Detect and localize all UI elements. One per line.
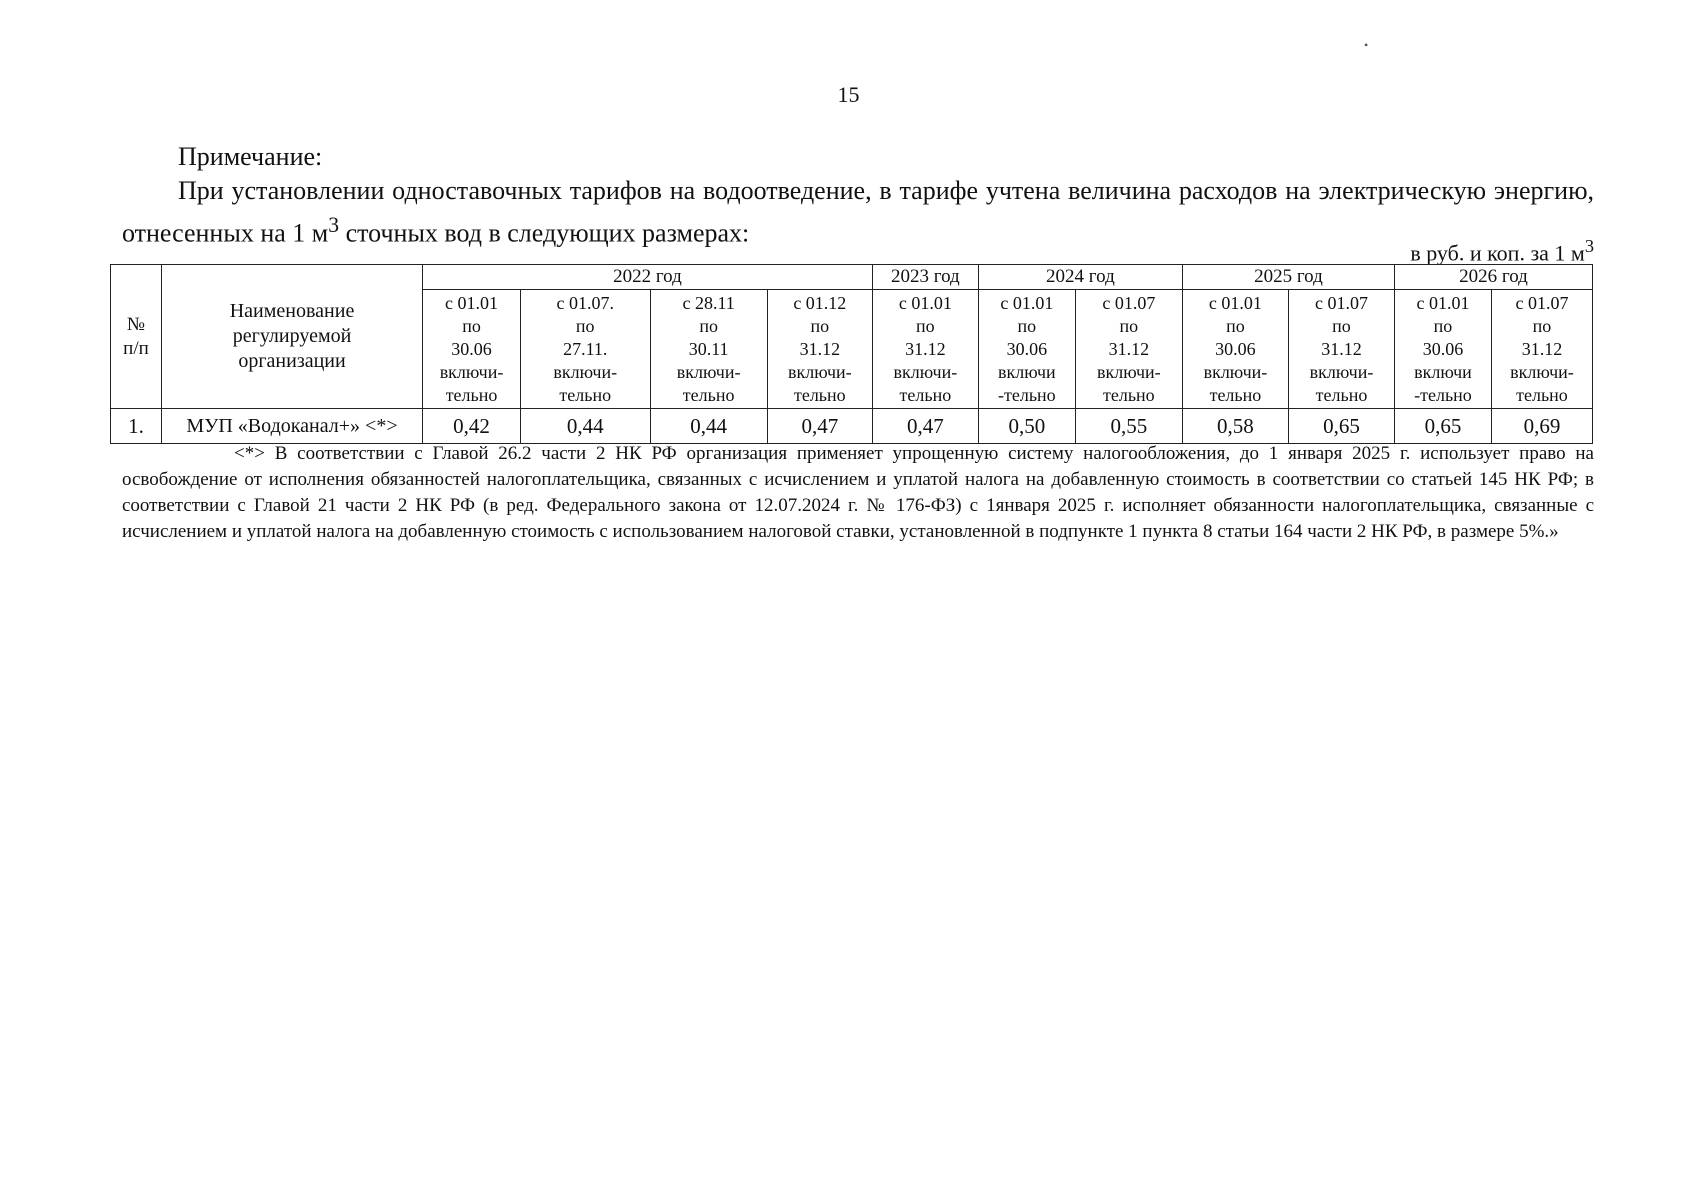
period-line: тельно bbox=[899, 384, 952, 405]
period-line: включи bbox=[998, 361, 1056, 382]
period-line: с 01.01 bbox=[898, 292, 952, 313]
period-line: 31.12 bbox=[1108, 338, 1150, 359]
header-name-line: Наименование bbox=[229, 300, 355, 322]
period-line: 30.06 bbox=[1215, 338, 1256, 359]
year-header-row bbox=[111, 265, 1593, 290]
period-line: 27.11. bbox=[563, 338, 608, 359]
header-num-line: № bbox=[126, 313, 146, 335]
period-line: с 01.01 bbox=[1208, 292, 1262, 313]
note-text-part1: При установлении одноставочных тарифов на водоотведение, в тарифе учтена величина расходов на электрическую энергию, отнесенных на 1 м bbox=[122, 176, 1594, 248]
period-header bbox=[520, 290, 650, 409]
period-line: по bbox=[575, 315, 595, 336]
tariff-value: 0,69 bbox=[1491, 409, 1592, 444]
period-header bbox=[423, 290, 521, 409]
period-line: тельно bbox=[1315, 384, 1368, 405]
note-text-sup: 3 bbox=[328, 213, 340, 237]
period-line: 31.12 bbox=[799, 338, 841, 359]
footnote-text bbox=[122, 441, 1594, 545]
tariff-value: 0,47 bbox=[767, 409, 872, 444]
tariff-value: 0,55 bbox=[1075, 409, 1182, 444]
period-line: тельно bbox=[1103, 384, 1155, 405]
year-header-2022: 2022 год bbox=[423, 265, 873, 290]
period-line: -тельно bbox=[998, 384, 1056, 405]
year-header-2023: 2023 год bbox=[872, 265, 978, 290]
note-text-part2: сточных вод в следующих размерах: bbox=[339, 218, 750, 248]
period-line: включи- bbox=[1510, 361, 1574, 382]
year-header-2024: 2024 год bbox=[978, 265, 1182, 290]
note-title: Примечание: bbox=[178, 142, 323, 171]
tariff-value: 0,44 bbox=[520, 409, 650, 444]
period-line: включи- bbox=[1309, 361, 1374, 382]
period-line: с 01.07. bbox=[556, 292, 614, 313]
year-header-2026: 2026 год bbox=[1395, 265, 1593, 290]
tariff-value: 0,50 bbox=[978, 409, 1075, 444]
footnote-body: <*> В соответствии с Главой 26.2 части 2 НК РФ организация применяет упрощенную систему налогообложения, до 1 января 2025 г. использует право на освобождение от исполнения обязанностей налогоплательщика, связанных с исчислением и уплатой налога на добавленную стоимость в соответствии со статьей 145 НК РФ; в соответствии с Главой 21 части 2 НК РФ (в ред. Федерального закона от 12.07.2024 г. № 176-ФЗ) с 1января 2025 г. исполняет обязанности налогоплательщика, связанные с исчислением и уплатой налога на добавленную стоимость с использованием налоговой ставки, установленной в подпункте 1 пункта 8 статьи 164 части 2 НК РФ, в размере 5%.» bbox=[122, 443, 1594, 542]
page-number: 15 bbox=[837, 82, 860, 107]
period-line: с 01.07 bbox=[1102, 292, 1156, 313]
period-line: по bbox=[1532, 315, 1552, 336]
header-num bbox=[111, 265, 162, 409]
period-line: тельно bbox=[793, 384, 846, 405]
period-line: -тельно bbox=[1414, 384, 1472, 405]
tariff-value: 0,58 bbox=[1182, 409, 1288, 444]
tariff-table bbox=[110, 264, 1593, 444]
header-name-line: организации bbox=[238, 350, 346, 372]
tariff-value: 0,42 bbox=[423, 409, 521, 444]
footnote bbox=[122, 441, 1594, 545]
period-line: тельно bbox=[1209, 384, 1262, 405]
period-line: с 01.12 bbox=[793, 292, 847, 313]
period-line: с 01.07 bbox=[1515, 292, 1569, 313]
period-line: по bbox=[1332, 315, 1351, 336]
units-label bbox=[122, 236, 1594, 266]
period-line: с 28.11 bbox=[682, 292, 735, 313]
period-line: 30.06 bbox=[451, 338, 492, 359]
period-line: по bbox=[1433, 315, 1453, 336]
period-line: по bbox=[1017, 315, 1037, 336]
period-line: включи- bbox=[787, 361, 852, 382]
period-line: тельно bbox=[559, 384, 612, 405]
period-line: по bbox=[462, 315, 481, 336]
period-line: тельно bbox=[1516, 384, 1568, 405]
period-line: включи- bbox=[439, 361, 504, 382]
period-line: включи- bbox=[1097, 361, 1161, 382]
note-block bbox=[122, 140, 1594, 251]
period-line: 31.12 bbox=[1521, 338, 1563, 359]
row-number: 1. bbox=[111, 409, 162, 444]
period-line: с 01.07 bbox=[1314, 292, 1368, 313]
header-num-line: п/п bbox=[123, 337, 149, 359]
table-row bbox=[111, 409, 1593, 444]
tariff-value: 0,65 bbox=[1395, 409, 1492, 444]
period-line: по bbox=[699, 315, 718, 336]
period-header bbox=[872, 290, 978, 409]
period-line: 30.11 bbox=[688, 338, 729, 359]
org-name: МУП «Водоканал+» <*> bbox=[161, 409, 422, 444]
period-line: по bbox=[1226, 315, 1245, 336]
units-sup: 3 bbox=[1584, 236, 1594, 256]
period-line: 30.06 bbox=[1422, 338, 1464, 359]
period-line: с 01.01 bbox=[1000, 292, 1054, 313]
period-line: тельно bbox=[682, 384, 735, 405]
tariff-value: 0,44 bbox=[650, 409, 767, 444]
period-line: 31.12 bbox=[905, 338, 946, 359]
period-line: по bbox=[1119, 315, 1139, 336]
period-line: включи- bbox=[553, 361, 618, 382]
period-line: по bbox=[810, 315, 830, 336]
period-line: 31.12 bbox=[1321, 338, 1362, 359]
period-header bbox=[1288, 290, 1394, 409]
period-header bbox=[978, 290, 1075, 409]
period-line: включи- bbox=[1203, 361, 1268, 382]
year-header-2025: 2025 год bbox=[1182, 265, 1394, 290]
period-header bbox=[1075, 290, 1182, 409]
period-line: тельно bbox=[445, 384, 498, 405]
units-text: в руб. и коп. за 1 м bbox=[1410, 240, 1585, 266]
period-header bbox=[1182, 290, 1288, 409]
header-org-name bbox=[161, 265, 422, 409]
period-header bbox=[1491, 290, 1592, 409]
tariff-value: 0,47 bbox=[872, 409, 978, 444]
period-header bbox=[650, 290, 767, 409]
tariff-value: 0,65 bbox=[1288, 409, 1394, 444]
period-header bbox=[1395, 290, 1492, 409]
period-header bbox=[767, 290, 872, 409]
scan-mark: • bbox=[1364, 38, 1369, 52]
period-line: включи bbox=[1414, 361, 1472, 382]
period-line: 30.06 bbox=[1006, 338, 1048, 359]
period-line: с 01.01 bbox=[1416, 292, 1470, 313]
period-line: включи- bbox=[676, 361, 741, 382]
header-name-line: регулируемой bbox=[232, 325, 352, 347]
period-line: по bbox=[916, 315, 935, 336]
period-line: с 01.01 bbox=[445, 292, 499, 313]
period-line: включи- bbox=[893, 361, 958, 382]
